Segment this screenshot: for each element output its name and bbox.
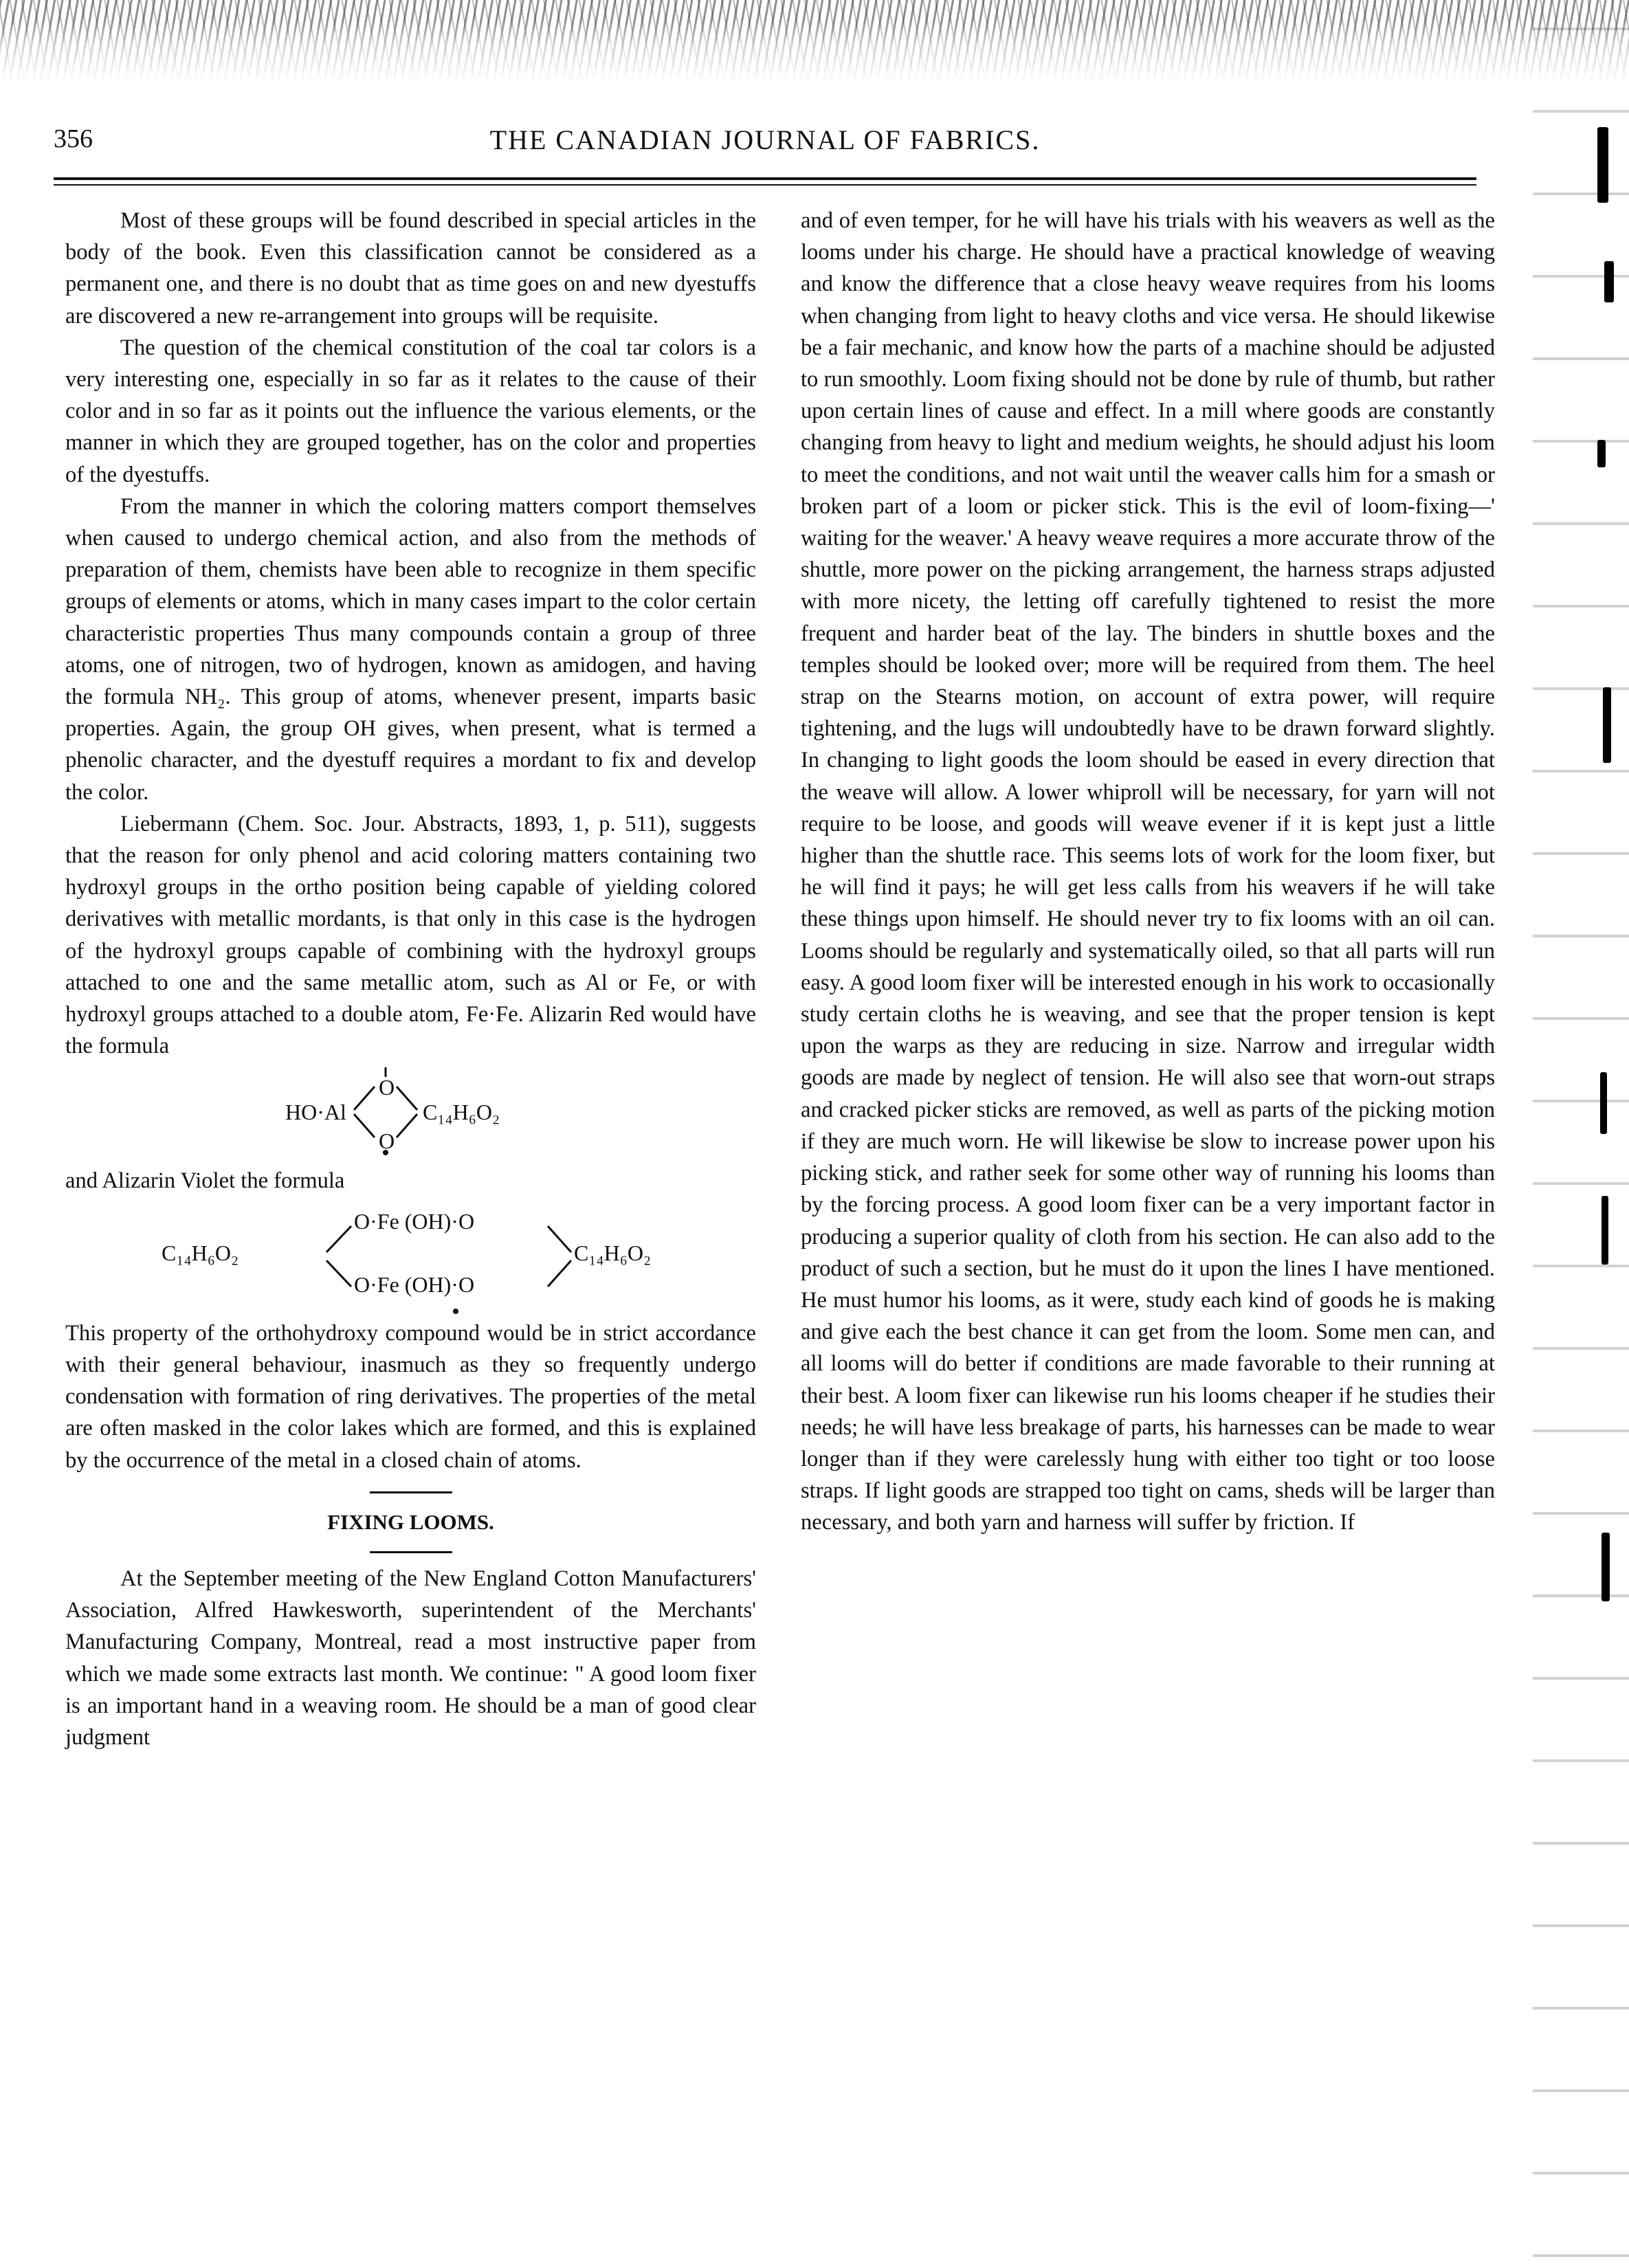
formula-bottom-o: O xyxy=(379,1129,395,1154)
paragraph: Liebermann (Chem. Soc. Jour. Abstracts, 1893, 1, p. 511), suggests that the reason for only phenol and acid coloring matters containing two hydroxyl groups in the ortho position being capable of yielding colored derivatives with metallic mordants, is that only in this case is the hydrogen of the hydroxyl groups capable of combining with the hydroxyl groups attached to one and the same metallic atom, such as Al or Fe, or with hydroxyl groups attached to a double atom, Fe·Fe. Alizarin Red would have the formula xyxy=(65,811,756,1059)
binding-mark xyxy=(1602,1533,1610,1601)
formula-bottom: O·Fe (OH)·O xyxy=(354,1271,475,1297)
paragraph: and Alizarin Violet the formula xyxy=(65,1168,345,1194)
formula-top-o: O xyxy=(379,1075,395,1100)
formula-left: C₁₄H₆O₂ xyxy=(162,1240,239,1265)
binding-mark xyxy=(1600,1072,1607,1134)
journal-title: THE CANADIAN JOURNAL OF FABRICS. xyxy=(489,124,1041,155)
alizarin-violet-formula xyxy=(65,1197,756,1318)
paragraph: Most of these groups will be found described in special articles in the body of the book. Even this classification cannot be considered as a permanent one, and there is no doubt that as time goes on and new dyestuffs are discovered a new re-arrangement into groups will be requisite. xyxy=(65,208,756,329)
binding-mark xyxy=(1597,127,1608,203)
page-number: 356 xyxy=(54,124,93,153)
formula-left: HO·Al xyxy=(285,1100,346,1125)
header-rule xyxy=(54,177,1476,180)
binding-mark xyxy=(1597,440,1606,467)
paragraph: The question of the chemical constitution of the coal tar colors is a very interesting one, especially in so far as it relates to the cause of their color and in so far as it points out the influence the various elements, or the manner in which they are grouped together, has on the color and properties of the dyestuffs. xyxy=(65,335,756,487)
paragraph: This property of the orthohydroxy compound would be in strict accordance with their general behaviour, inasmuch as they so frequently undergo condensation with formation of ring derivatives. The properties of the metal are often masked in the color lakes which are formed, and this is explained by the occurrence of the metal in a closed chain of atoms. xyxy=(65,1320,756,1473)
page-header xyxy=(54,124,1476,165)
binding-mark xyxy=(1603,687,1611,763)
formula-right: C₁₄H₆O₂ xyxy=(574,1240,652,1265)
paragraph: At the September meeting of the New England Cotton Manufacturers' Association, Alfred Hawkesworth, superintendent of the Merchants' Manufacturing Company, Montreal, read a most instructive paper from which we made some extracts last month. We continue: " A good loom fixer is an important hand in a weaving room. He should be a man of good clear judgment xyxy=(65,1566,756,1750)
binding-mark xyxy=(1604,261,1614,302)
left-column xyxy=(65,205,756,1753)
formula-top: O·Fe (OH)·O xyxy=(354,1208,475,1234)
right-column xyxy=(801,205,1495,1539)
alizarin-red-formula xyxy=(65,1062,756,1165)
paragraph: From the manner in which the coloring matters comport themselves when caused to undergo chemical action, and also from the methods of preparation of them, chemists have been able to recognize in them specific groups of elements or atoms, which in many cases impart to the color certain characteristic properties Thus many compounds contain a group of three atoms, one of nitrogen, two of hydrogen, known as amidogen, and having the formula NH₂. This group of atoms, whenever present, imparts basic properties. Again, the group OH gives, when present, what is termed a phenolic character, and the dyestuff requires a mordant to fix and develop the color. xyxy=(65,493,756,805)
formula-right: C₁₄H₆O₂ xyxy=(423,1100,500,1125)
scan-right-edge xyxy=(1533,0,1629,2268)
scan-edge-noise xyxy=(0,0,1629,82)
section-title: FIXING LOOMS. xyxy=(65,1507,756,1538)
ring-bonds xyxy=(321,1211,596,1314)
binding-mark xyxy=(1602,1196,1608,1265)
paragraph: and of even temper, for he will have his trials with his weavers as well as the looms under his charge. He should have a practical knowledge of weaving and know the difference that a close heavy weave requires from his looms when changing from light to heavy cloths and vice versa. He should likewise be a fair mechanic, and know how the parts of a machine should be adjusted to run smoothly. Loom fixing should not be done by rule of thumb, but rather upon certain lines of cause and effect. In a mill where goods are constantly changing from heavy to light and medium weights, he should adjust his loom to meet the conditions, and not wait until the weaver calls him for a smash or broken part of a loom or picker stick. This is the evil of loom-fixing—' waiting for the weaver.' A heavy weave requires a more accurate throw of the shuttle, more power on the picking arrangement, the harness straps adjusted with more nicety, the letting off carefully tightened to resist the more frequent and harder beat of the lay. The binders in shuttle boxes and the temples should be looked over; more will be required from them. The heel strap on the Stearns motion, on account of extra power, will require tightening, and the lugs will undoubtedly have to be drawn forward slightly. In changing to light goods the loom should be eased in every direction that the weave will allow. A lower whiproll will be necessary, for yarn will not require to be loose, and goods will weave evener if it is kept just a little higher than the shuttle race. This seems lots of work for the loom fixer, but he will find it pays; he will get less calls from his weavers if he will take these things upon himself. He should never try to fix looms with an oil can. Looms should be regularly and systematically oiled, so that all parts will run easy. A good loom fixer will be interested enough in his work to occasionally study certain cloths he is weaving, and see that the proper tension is kept upon the warps as they are reducing in size. Narrow and irregular width goods are made by neglect of tension. He will also see that worn-out straps and cracked picker sticks are removed, as well as parts of the picking motion if they are much worn. He will likewise be slow to increase power upon his picking stick, and rather seek for some other way of running his looms than by the forcing process. A good loom fixer can be a very important factor in producing a superior quality of cloth from his section. He can also add to the product of such a section, but he must do it upon the lines I have mentioned. He must humor his looms, as it were, study each kind of goods he is making and give each the best chance it can get from the loom. Some men can, and all looms will do better if conditions are made favorable to their running at their best. A loom fixer can likewise run his looms cheaper if he studies their needs; he will have less breakage of parts, his harnesses can be made to wear longer than if they were carelessly hung with either too tight or too loose straps. If light goods are strapped too tight on cams, sheds will be larger than necessary, and both yarn and harness will suffer by friction. If xyxy=(801,208,1495,1535)
header-rule-thin xyxy=(54,184,1476,186)
